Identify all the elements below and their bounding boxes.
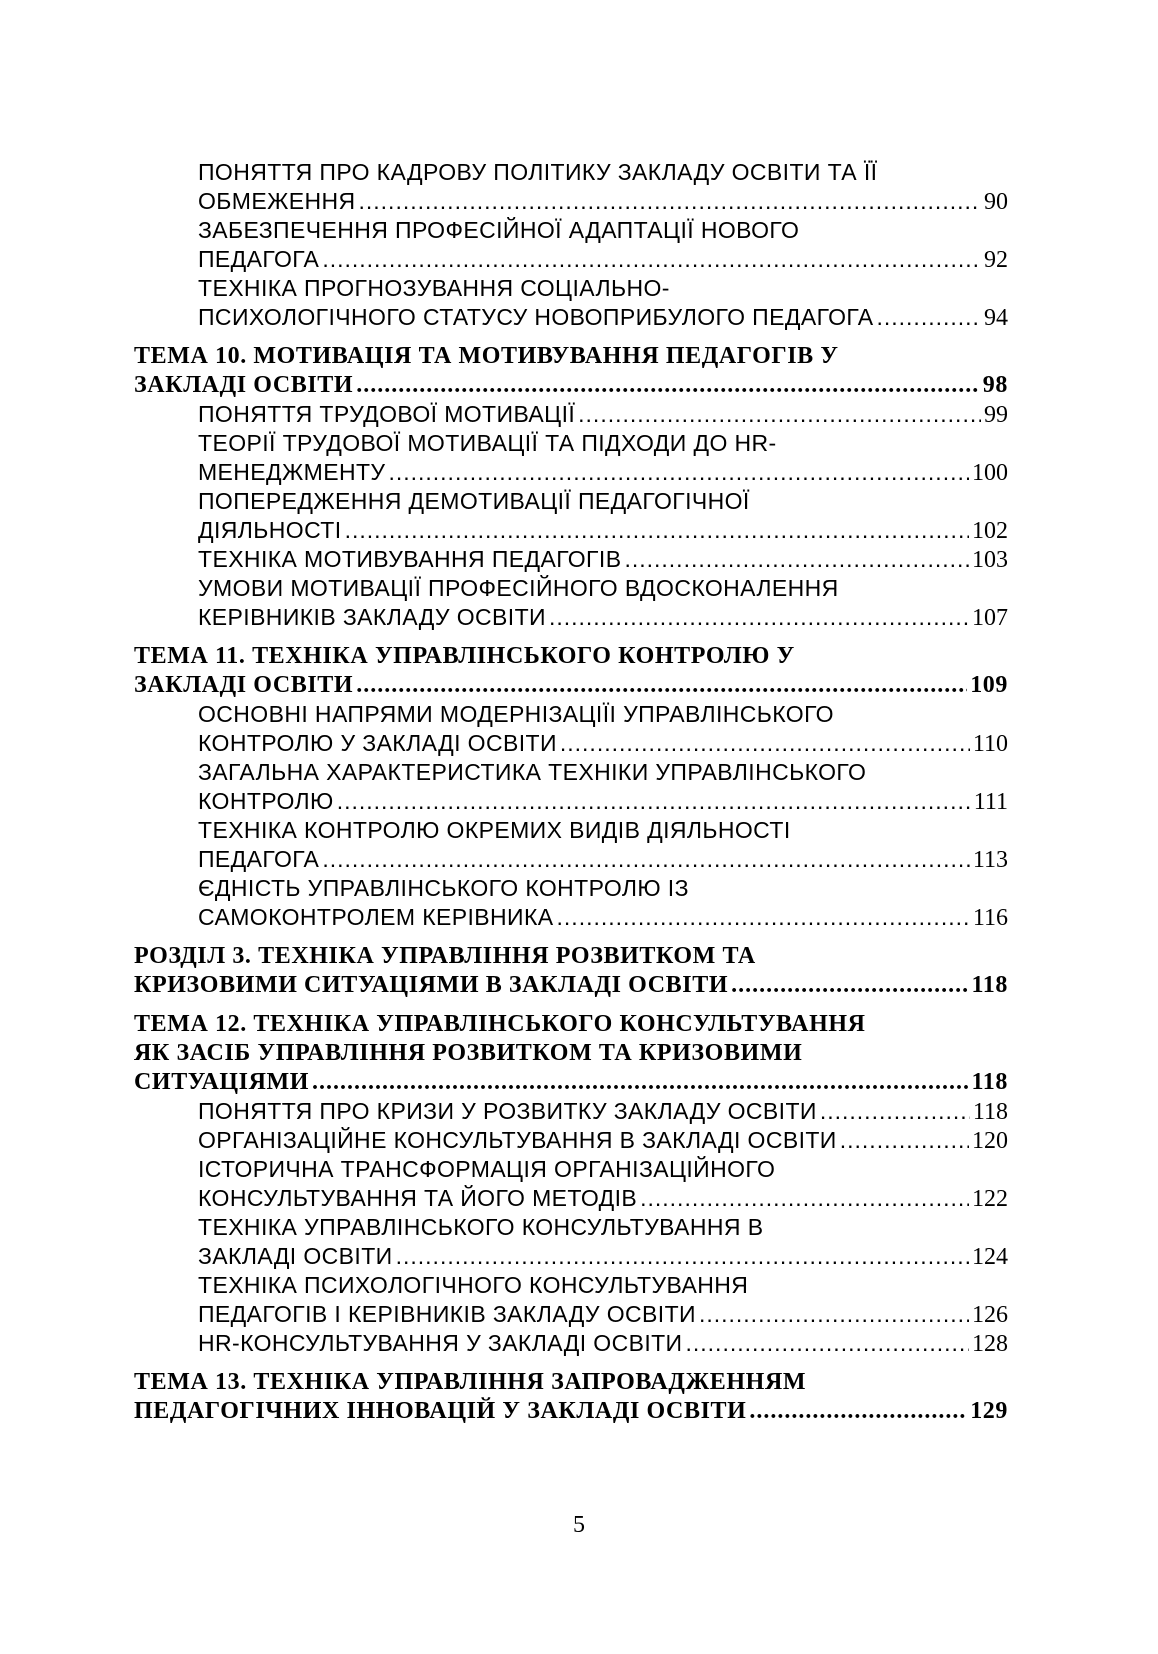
toc-entry-title: ДІЯЛЬНОСТІ <box>198 517 342 543</box>
toc-line <box>134 303 1008 332</box>
toc-entry[interactable] <box>134 216 1008 274</box>
toc-page-number: 102 <box>972 518 1008 544</box>
toc-entry-title: ІСТОРИЧНА ТРАНСФОРМАЦІЯ ОРГАНІЗАЦІЙНОГО <box>198 1156 776 1182</box>
dot-leader <box>549 603 969 632</box>
dot-leader <box>731 971 968 1000</box>
toc-line <box>134 942 1008 971</box>
toc-line <box>134 903 1008 932</box>
toc-entry-title: ОБМЕЖЕННЯ <box>198 188 356 214</box>
toc-page-number: 116 <box>972 905 1008 931</box>
toc-entry-title: ПЕДАГОГА <box>198 246 320 272</box>
toc-page-number: 118 <box>971 972 1008 998</box>
toc-heading-entry[interactable] <box>134 1010 1008 1097</box>
toc-entry-title: ПЕДАГОГІВ І КЕРІВНИКІВ ЗАКЛАДУ ОСВІТИ <box>198 1301 696 1327</box>
dot-leader <box>359 187 982 216</box>
dot-leader <box>820 1097 970 1126</box>
toc-line <box>134 1184 1008 1213</box>
toc-entry-title: ПЕДАГОГА <box>198 846 320 872</box>
toc-entry[interactable] <box>134 1126 1008 1155</box>
toc-line <box>134 158 1008 187</box>
toc-line <box>134 1300 1008 1329</box>
page-number: 5 <box>573 1512 585 1538</box>
dot-leader <box>876 303 981 332</box>
toc-entry[interactable] <box>134 1097 1008 1126</box>
toc-entry-title: МЕНЕДЖМЕНТУ <box>198 459 386 485</box>
dot-leader <box>840 1126 969 1155</box>
toc-entry-title: ПОНЯТТЯ ТРУДОВОЇ МОТИВАЦІЇ <box>198 401 576 427</box>
toc-entry-title: ТЕХНІКА ПРОГНОЗУВАННЯ СОЦІАЛЬНО- <box>198 275 670 301</box>
toc-entry[interactable] <box>134 400 1008 429</box>
toc-line <box>134 516 1008 545</box>
toc-line <box>134 429 1008 458</box>
toc-entry[interactable] <box>134 758 1008 816</box>
dot-leader <box>699 1300 969 1329</box>
toc-entry[interactable] <box>134 1329 1008 1358</box>
toc-page-number: 92 <box>984 247 1008 273</box>
dot-leader <box>312 1068 968 1097</box>
dot-leader <box>345 516 969 545</box>
toc-entry-title: ЗАГАЛЬНА ХАРАКТЕРИСТИКА ТЕХНІКИ УПРАВЛІНСЬКОГО <box>198 759 867 785</box>
toc-page-number: 118 <box>971 1069 1008 1095</box>
toc-entry[interactable] <box>134 874 1008 932</box>
toc-line <box>134 1271 1008 1300</box>
toc-entry-title: ТЕХНІКА КОНТРОЛЮ ОКРЕМИХ ВИДІВ ДІЯЛЬНОСТІ <box>198 817 791 843</box>
toc-page-number: 118 <box>972 1099 1008 1125</box>
toc-line <box>134 342 1008 371</box>
toc-line <box>134 1097 1008 1126</box>
toc-entry-title: САМОКОНТРОЛЕМ КЕРІВНИКА <box>198 904 554 930</box>
toc-entry[interactable] <box>134 700 1008 758</box>
toc-page-number: 100 <box>972 460 1008 486</box>
toc-page-number: 110 <box>972 731 1008 757</box>
toc-entry-title: ТЕХНІКА МОТИВУВАННЯ ПЕДАГОГІВ <box>198 546 622 572</box>
dot-leader <box>388 458 969 487</box>
toc-entry-title: РОЗДІЛ 3. ТЕХНІКА УПРАВЛІННЯ РОЗВИТКОМ ТА <box>134 943 756 969</box>
toc-entry-title: ТЕОРІЇ ТРУДОВОЇ МОТИВАЦІЇ ТА ПІДХОДИ ДО HR- <box>198 430 777 456</box>
toc-entry[interactable] <box>134 1213 1008 1271</box>
toc-heading-entry[interactable] <box>134 942 1008 1000</box>
toc-entry-title: КОНТРОЛЮ У ЗАКЛАДІ ОСВІТИ <box>198 730 557 756</box>
toc-heading-entry[interactable] <box>134 342 1008 400</box>
toc-line <box>134 245 1008 274</box>
toc-entry[interactable] <box>134 574 1008 632</box>
toc-line <box>134 603 1008 632</box>
toc-line <box>134 1329 1008 1358</box>
toc-entry-title: ТЕМА 12. ТЕХНІКА УПРАВЛІНСЬКОГО КОНСУЛЬТУВАННЯ <box>134 1011 866 1037</box>
dot-leader <box>640 1184 969 1213</box>
dot-leader <box>356 671 967 700</box>
toc-page-number: 90 <box>984 189 1008 215</box>
toc-entry-title: СИТУАЦІЯМИ <box>134 1069 310 1095</box>
toc-entry-title: ТЕМА 11. ТЕХНІКА УПРАВЛІНСЬКОГО КОНТРОЛЮ У <box>134 643 795 669</box>
toc-line <box>134 1213 1008 1242</box>
toc-entry-title: HR-КОНСУЛЬТУВАННЯ У ЗАКЛАДІ ОСВІТИ <box>198 1330 683 1356</box>
toc-line <box>134 758 1008 787</box>
toc-line <box>134 971 1008 1000</box>
toc-entry[interactable] <box>134 1155 1008 1213</box>
toc-entry-title: ЗАКЛАДІ ОСВІТИ <box>134 372 354 398</box>
toc-page-number: 113 <box>972 847 1008 873</box>
toc-entry-title: УМОВИ МОТИВАЦІЇ ПРОФЕСІЙНОГО ВДОСКОНАЛЕННЯ <box>198 575 839 601</box>
dot-leader <box>337 787 971 816</box>
toc-entry-title: ЄДНІСТЬ УПРАВЛІНСЬКОГО КОНТРОЛЮ ІЗ <box>198 875 689 901</box>
toc-entry-title: ПСИХОЛОГІЧНОГО СТАТУСУ НОВОПРИБУЛОГО ПЕДАГОГА <box>198 304 874 330</box>
toc-page-number: 126 <box>972 1302 1008 1328</box>
toc-line <box>134 1126 1008 1155</box>
toc-line <box>134 1068 1008 1097</box>
toc-line <box>134 371 1008 400</box>
toc-entry-title: ТЕХНІКА ПСИХОЛОГІЧНОГО КОНСУЛЬТУВАННЯ <box>198 1272 749 1298</box>
dot-leader <box>624 545 969 574</box>
toc-line <box>134 874 1008 903</box>
toc-entry-title: ПОНЯТТЯ ПРО КРИЗИ У РОЗВИТКУ ЗАКЛАДУ ОСВІТИ <box>198 1098 817 1124</box>
table-of-contents <box>134 158 1008 1426</box>
toc-entry-title: ПОПЕРЕДЖЕННЯ ДЕМОТИВАЦІЇ ПЕДАГОГІЧНОЇ <box>198 488 750 514</box>
toc-entry-title: КОНСУЛЬТУВАННЯ ТА ЙОГО МЕТОДІВ <box>198 1185 638 1211</box>
toc-line <box>134 487 1008 516</box>
toc-entry[interactable] <box>134 429 1008 487</box>
toc-entry-title: ЯК ЗАСІБ УПРАВЛІННЯ РОЗВИТКОМ ТА КРИЗОВИМИ <box>134 1040 803 1066</box>
toc-page-number: 129 <box>970 1398 1008 1424</box>
toc-page-number: 111 <box>973 789 1008 815</box>
toc-heading-entry[interactable] <box>134 642 1008 700</box>
toc-line <box>134 216 1008 245</box>
toc-page-number: 109 <box>970 672 1008 698</box>
toc-line <box>134 274 1008 303</box>
toc-line <box>134 1242 1008 1271</box>
toc-entry[interactable] <box>134 158 1008 216</box>
dot-leader <box>322 245 981 274</box>
toc-line <box>134 1010 1008 1039</box>
toc-entry[interactable] <box>134 816 1008 874</box>
toc-entry[interactable] <box>134 487 1008 545</box>
dot-leader <box>322 845 970 874</box>
dot-leader <box>560 729 970 758</box>
toc-line <box>134 642 1008 671</box>
toc-entry[interactable] <box>134 274 1008 332</box>
toc-page-number: 122 <box>972 1186 1008 1212</box>
toc-entry-title: КРИЗОВИМИ СИТУАЦІЯМИ В ЗАКЛАДІ ОСВІТИ <box>134 972 729 998</box>
toc-page-number: 103 <box>972 547 1008 573</box>
toc-entry[interactable] <box>134 1271 1008 1329</box>
toc-entry-title: ОРГАНІЗАЦІЙНЕ КОНСУЛЬТУВАННЯ В ЗАКЛАДІ ОСВІТИ <box>198 1127 837 1153</box>
toc-entry-title: ПОНЯТТЯ ПРО КАДРОВУ ПОЛІТИКУ ЗАКЛАДУ ОСВІТИ ТА ЇЇ <box>198 159 878 185</box>
toc-line <box>134 574 1008 603</box>
toc-entry-title: ОСНОВНІ НАПРЯМИ МОДЕРНІЗАЦІЇІ УПРАВЛІНСЬКОГО <box>198 701 834 727</box>
toc-entry-title: ПЕДАГОГІЧНИХ ІННОВАЦІЙ У ЗАКЛАДІ ОСВІТИ <box>134 1398 747 1424</box>
toc-entry-title: ЗАКЛАДІ ОСВІТИ <box>198 1243 393 1269</box>
toc-entry-title: ТЕМА 10. МОТИВАЦІЯ ТА МОТИВУВАННЯ ПЕДАГОГІВ У <box>134 343 839 369</box>
toc-line <box>134 1397 1008 1426</box>
toc-line <box>134 700 1008 729</box>
toc-page-number: 128 <box>972 1331 1008 1357</box>
dot-leader <box>578 400 981 429</box>
toc-heading-entry[interactable] <box>134 1368 1008 1426</box>
dot-leader <box>686 1329 970 1358</box>
toc-page-number: 107 <box>972 605 1008 631</box>
toc-line <box>134 787 1008 816</box>
toc-entry-title: ТЕМА 13. ТЕХНІКА УПРАВЛІННЯ ЗАПРОВАДЖЕННЯМ <box>134 1369 807 1395</box>
toc-line <box>134 1155 1008 1184</box>
toc-page-number: 124 <box>972 1244 1008 1270</box>
toc-page-number: 94 <box>984 305 1008 331</box>
toc-line <box>134 187 1008 216</box>
toc-line <box>134 458 1008 487</box>
toc-entry-title: ЗАКЛАДІ ОСВІТИ <box>134 672 354 698</box>
dot-leader <box>557 903 970 932</box>
toc-line <box>134 1039 1008 1068</box>
toc-line <box>134 545 1008 574</box>
toc-line <box>134 671 1008 700</box>
toc-line <box>134 816 1008 845</box>
toc-line <box>134 845 1008 874</box>
toc-line <box>134 400 1008 429</box>
toc-entry-title: ЗАБЕЗПЕЧЕННЯ ПРОФЕСІЙНОЇ АДАПТАЦІЇ НОВОГО <box>198 217 800 243</box>
toc-entry-title: КОНТРОЛЮ <box>198 788 334 814</box>
toc-line <box>134 1368 1008 1397</box>
dot-leader <box>749 1397 967 1426</box>
toc-page-number: 99 <box>984 402 1008 428</box>
toc-page-number: 98 <box>982 372 1008 398</box>
toc-line <box>134 729 1008 758</box>
toc-entry-title: КЕРІВНИКІВ ЗАКЛАДУ ОСВІТИ <box>198 604 546 630</box>
dot-leader <box>396 1242 969 1271</box>
toc-entry-title: ТЕХНІКА УПРАВЛІНСЬКОГО КОНСУЛЬТУВАННЯ В <box>198 1214 764 1240</box>
toc-entry[interactable] <box>134 545 1008 574</box>
toc-page-number: 120 <box>972 1128 1008 1154</box>
dot-leader <box>356 371 980 400</box>
